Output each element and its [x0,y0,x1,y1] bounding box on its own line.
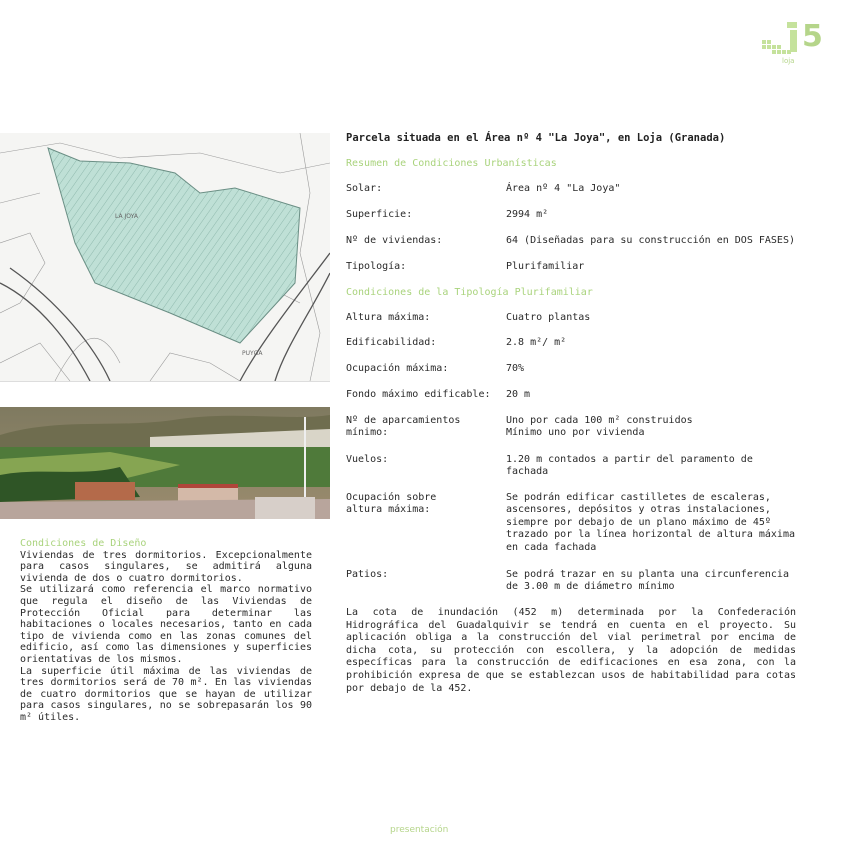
row-value: 2994 m² [506,209,549,220]
design-paragraph: Viviendas de tres dormitorios. Excepcionalmente para casos singulares, se admitirá alguna vivienda de dos o cuatro dormitorios. [20,549,312,584]
svg-text:PUYGA: PUYGA [242,350,263,357]
row-value: Uno por cada 100 m² construidos Mínimo uno por vivienda [506,415,693,439]
section-heading-conditions: Condiciones de la Tipología Plurifamiliar [346,287,593,298]
row-value: Se podrá trazar en su planta una circunferencia de 3.00 m de diámetro mínimo [506,569,789,593]
section-heading-summary: Resumen de Condiciones Urbanísticas [346,158,557,169]
footer-label: presentación [390,825,449,835]
page-title: Parcela situada en el Área nº 4 "La Joya", en Loja (Granada) [346,132,726,144]
site-photo [0,407,330,519]
row-label: Nº de viviendas: [346,235,443,246]
logo [760,18,832,68]
design-paragraph: La superficie útil máxima de las viviendas de tres dormitorios será de 70 m². En las viviendas de cuatro dormitorios que se hayan de utilizar para casos singulares, no se sobrepasarán los 90 m² útiles. [20,665,312,723]
row-label: Superficie: [346,209,413,220]
row-value: 1.20 m contados a partir del paramento de fachada [506,454,753,478]
row-label: Nº de aparcamientos mínimo: [346,415,461,439]
design-conditions [20,538,312,724]
row-value: Se podrán edificar castilletes de escaleras, ascensores, depósitos y otras instalaciones, siempre por debajo de un plano máximo de 45º trazado por la línea horizontal de altura máxima en cada fachada [506,492,795,553]
site-map [0,133,330,382]
svg-text:5: 5 [802,19,823,54]
design-paragraph: Se utilizará como referencia el marco normativo que regula el diseño de las Viviendas de Protección Oficial para determinar las habitaciones o locales necesarios, tanto en cada tipo de vivienda como en las zonas comunes del edificio, así como las dimensiones y superficies orientativas de los mismos. [20,584,312,665]
logo-caption: loja [782,57,795,65]
row-value: 2.8 m²/ m² [506,337,567,348]
svg-text:LA JOYA: LA JOYA [115,213,138,220]
row-value: Cuatro plantas [506,312,591,323]
row-value: Plurifamiliar [506,261,585,272]
row-label: Patios: [346,569,389,580]
row-label: Fondo máximo edificable: [346,389,491,400]
row-label: Edificabilidad: [346,337,437,348]
row-label: Vuelos: [346,454,389,465]
row-label: Ocupación máxima: [346,363,449,374]
row-label: Solar: [346,183,383,194]
row-value: 70% [506,363,525,374]
design-heading: Condiciones de Diseño [20,538,147,549]
row-label: Altura máxima: [346,312,431,323]
row-label: Ocupación sobre altura máxima: [346,492,437,516]
flood-level-note: La cota de inundación (452 m) determinada por la Confederación Hidrográfica del Guadalquivir se tendrá en cuenta en el proyecto. Su aplicación obliga a la construcción del vial perimetral por encima de dicha cota, su protección con escollera, y la adopción de medidas específicas para la construcción de edificaciones en esa zona, con la prohibición expresa de que se establezcan usos de habitabilidad para cotas por debajo de la 452. [346,607,796,694]
row-value: 64 (Diseñadas para su construcción en DOS FASES) [506,235,795,246]
row-value: Área nº 4 "La Joya" [506,183,621,194]
row-value: 20 m [506,389,531,400]
row-label: Tipología: [346,261,407,272]
